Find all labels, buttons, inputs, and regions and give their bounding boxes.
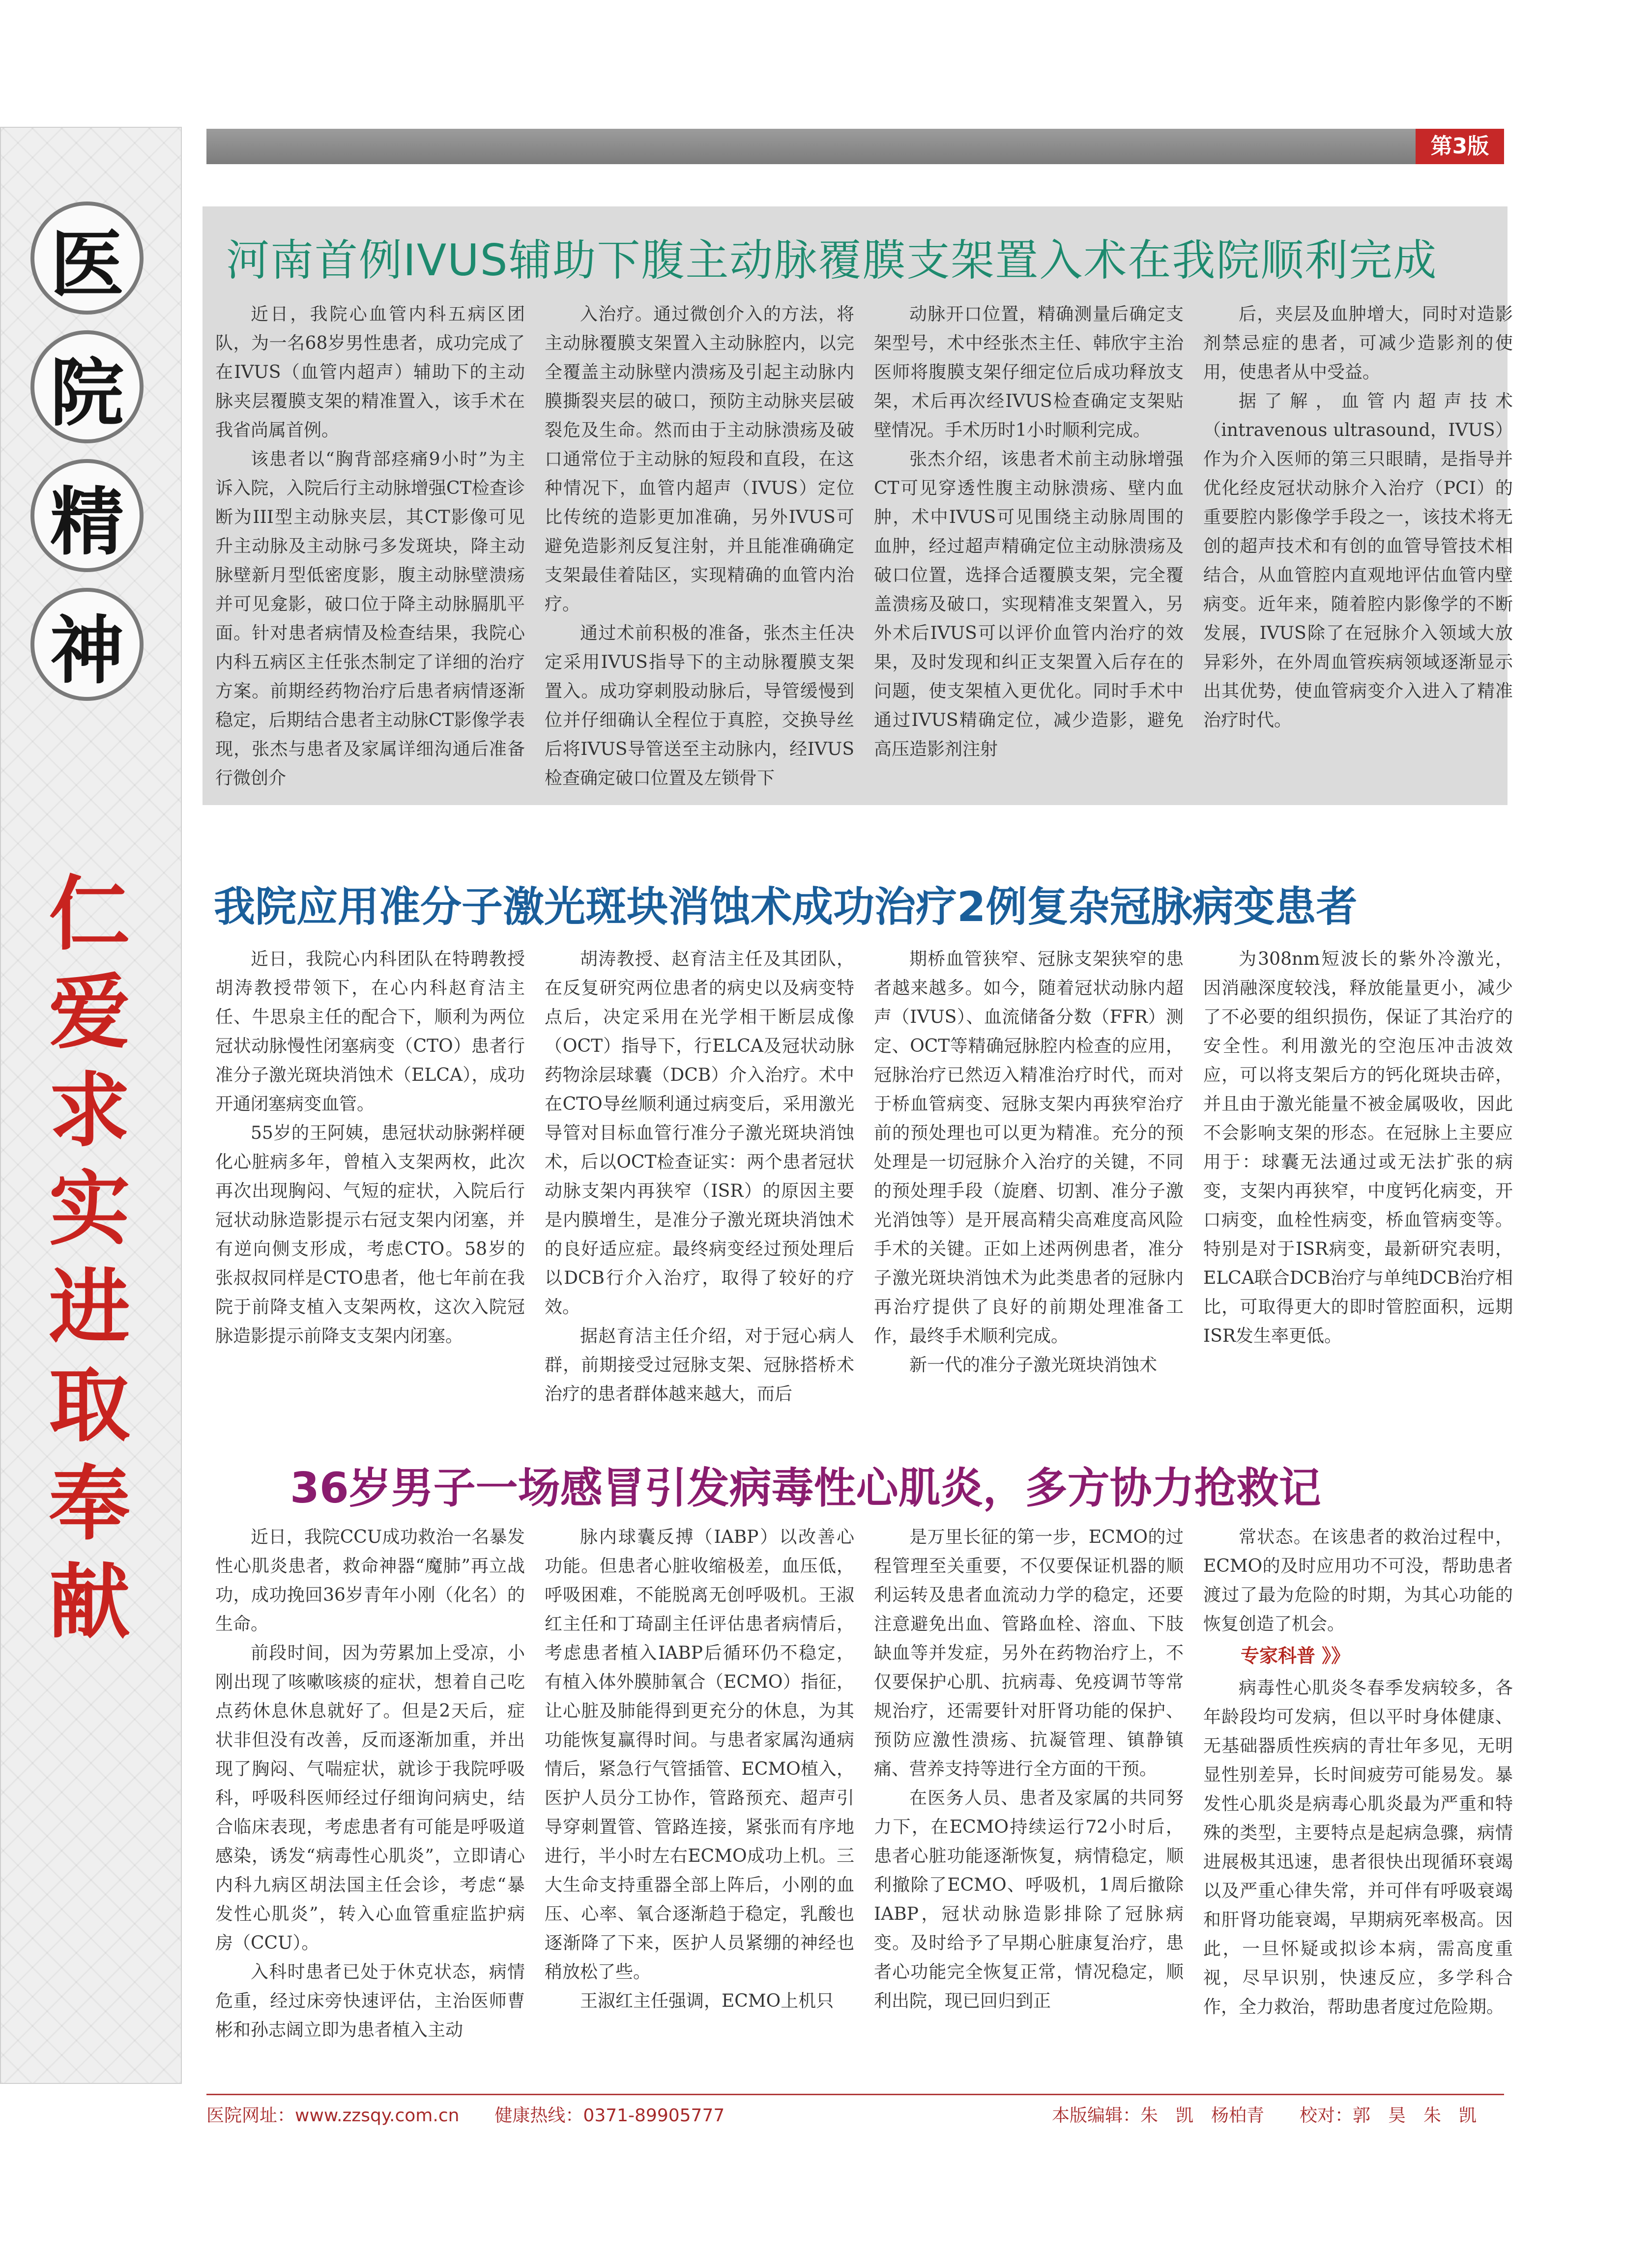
page-number-badge: 第3版 [1416,129,1504,164]
motto-char: 奉 [49,1457,130,1551]
article-1-title: 河南首例IVUS辅助下腹主动脉覆膜支架置入术在我院顺利完成 [226,235,1438,286]
article-column [215,1523,525,2053]
motto-char: 求 [49,1064,130,1158]
article-column [215,945,525,1416]
paragraph: 55岁的王阿姨，患冠状动脉粥样硬化心脏病多年，曾植入支架两枚，此次再次出现胸闷、气短的症状，入院后行冠状动脉造影提示右冠支架内闭塞，并有逆向侧支形成，考虑CTO。58岁的张叔叔同样是CTO患者，他七年前在我院于前降支植入支架两枚，这次入院冠脉造影提示前降支支架内闭塞。 [215,1123,525,1346]
article-column [545,1523,854,2053]
motto-char: 献 [49,1555,130,1649]
article-column [1203,945,1513,1416]
article-column [1203,1523,1513,2053]
article-column [1203,300,1513,791]
article-column [545,300,854,791]
footer-contact: 医院网址：www.zzsqy.com.cn 健康热线：0371-89905777 [206,2106,725,2126]
article-column [545,945,854,1416]
article-column [874,1523,1184,2053]
article-1-body [215,300,1513,791]
paragraph: 期桥血管狭窄、冠脉支架狭窄的患者越来越多。如今，随着冠状动脉内超声（IVUS）、血流储备分数（FFR）测定、OCT等精确冠脉腔内检查的应用，冠脉治疗已然迈入精准治疗时代，而对于桥血管病变、冠脉支架内再狭窄治疗前的预处理也可以更为精准。充分的预处理是一切冠脉介入治疗的关键，不同的预处理手段（旋磨、切割、准分子激光消蚀等）是开展高精尖高难度高风险手术的关键。正如上述两例患者，准分子激光斑块消蚀术为此类患者的冠脉内再治疗提供了良好的前期处理准备工作，最终手术顺利完成。 [874,949,1184,1346]
paragraph: 常状态。在该患者的救治过程中，ECMO的及时应用功不可没，帮助患者渡过了最为危险的时期，为其心功能的恢复创造了机会。 [1203,1527,1513,1634]
paragraph: 后，夹层及血肿增大，同时对造影剂禁忌症的患者，可减少造影剂的使用，使患者从中受益。 [1203,304,1513,382]
paragraph: 近日，我院心内科团队在特聘教授胡涛教授带领下，在心内科赵育洁主任、牛思泉主任的配合下，顺利为两位冠状动脉慢性闭塞病变（CTO）患者行准分子激光斑块消蚀术（ELCA），成功开通闭塞病变血管。 [215,949,525,1114]
footer-divider [206,2094,1504,2095]
footer-editors: 本版编辑：朱 凯 杨柏青 校对：郭 昊 朱 凯 [1052,2106,1477,2126]
sidebar-char: 精 [30,459,144,572]
paragraph: 病毒性心肌炎冬春季发病较多，各年龄段均可发病，但以平时身体健康、无基础器质性疾病的青壮年多见，无明显性别差异，长时间疲劳可能易发。暴发性心肌炎是病毒心肌炎最为严重和特殊的类型，主要特点是起病急骤，病情进展极其迅速，患者很快出现循环衰竭以及严重心律失常，并可伴有呼吸衰竭和肝肾功能衰竭，早期病死率极高。因此，一旦怀疑或拟诊本病，需高度重视，尽早识别，快速反应，多学科合作，全力救治，帮助患者度过危险期。 [1203,1678,1513,2017]
paragraph: 前段时间，因为劳累加上受凉，小刚出现了咳嗽咳痰的症状，想着自己吃点药休息休息就好了。但是2天后，症状非但没有改善，反而逐渐加重，并出现了胸闷、气喘症状，就诊于我院呼吸科，呼吸科医师经过仔细询问病史，结合临床表现，考虑患者有可能是呼吸道感染，诱发“病毒性心肌炎”，立即请心内科九病区胡法国主任会诊，考虑“暴发性心肌炎”，转入心血管重症监护病房（CCU）。 [215,1643,525,1953]
paragraph: 据赵育洁主任介绍，对于冠心病人群，前期接受过冠脉支架、冠脉搭桥术治疗的患者群体越来越大，而后 [545,1326,854,1404]
sidebar-char: 院 [30,330,144,443]
article-column [874,945,1184,1416]
paragraph: 动脉开口位置，精确测量后确定支架型号，术中经张杰主任、韩欣宇主治医师将腹膜支架仔细定位后成功释放支架，术后再次经IVUS检查确定支架贴壁情况。手术历时1小时顺利完成。 [874,304,1184,440]
sidebar-title-hospital-spirit [28,202,146,717]
paragraph: 入治疗。通过微创介入的方法，将主动脉覆膜支架置入主动脉腔内，以完全覆盖主动脉壁内溃疡及引起主动脉内膜撕裂夹层的破口，预防主动脉夹层破裂危及生命。然而由于主动脉溃疡及破口通常位于主动脉的短段和直段，在这种情况下，血管内超声（IVUS）定位比传统的造影更加准确，另外IVUS可避免造影剂反复注射，并且能准确确定支架最佳着陆区，实现精确的血管内治疗。 [545,304,854,614]
paragraph: 近日，我院CCU成功救治一名暴发性心肌炎患者，救命神器“魔肺”再立战功，成功挽回36岁青年小刚（化名）的生命。 [215,1527,525,1634]
motto-char: 进 [49,1260,130,1355]
paragraph: 入科时患者已处于休克状态，病情危重，经过床旁快速评估，主治医师曹彬和孙志阔立即为患者植入主动 [215,1962,525,2040]
paragraph: 在医务人员、患者及家属的共同努力下，在ECMO持续运行72小时后，患者心脏功能逐渐恢复，病情稳定，顺利撤除了ECMO、呼吸机，1周后撤除IABP，冠状动脉造影排除了冠脉病变。及时给予了早期心脏康复治疗，患者心功能完全恢复正常，情况稳定，顺利出院，现已回归到正 [874,1788,1184,2011]
sidebar-motto [30,865,148,1651]
paragraph: 是万里长征的第一步，ECMO的过程管理至关重要，不仅要保证机器的顺利运转及患者血流动力学的稳定，还要注意避免出血、管路血栓、溶血、下肢缺血等并发症，另外在药物治疗上，不仅要保护心肌、抗病毒、免疫调节等常规治疗，还需要针对肝肾功能的保护、预防应激性溃疡、抗凝管理、镇静镇痛、营养支持等进行全方面的干预。 [874,1527,1184,1779]
expert-science-label: 专家科普 》》 [1241,1645,1350,1667]
motto-char: 仁 [49,867,130,961]
article-2-body [215,945,1513,1416]
sidebar-char: 神 [30,588,144,701]
article-2-title: 我院应用准分子激光斑块消蚀术成功治疗2例复杂冠脉病变患者 [214,883,1358,931]
header-bar [206,129,1504,164]
paragraph: 胡涛教授、赵育洁主任及其团队，在反复研究两位患者的病史以及病变特点后，决定采用在光学相干断层成像（OCT）指导下，行ELCA及冠状动脉药物涂层球囊（DCB）介入治疗。术中在CTO导丝顺利通过病变后，采用激光导管对目标血管行准分子激光斑块消蚀术，后以OCT检查证实：两个患者冠状动脉支架内再狭窄（ISR）的原因主要是内膜增生，是准分子激光斑块消蚀术的良好适应症。最终病变经过预处理后以DCB行介入治疗，取得了较好的疗效。 [545,949,854,1317]
paragraph: 通过术前积极的准备，张杰主任决定采用IVUS指导下的主动脉覆膜支架置入。成功穿刺股动脉后，导管缓慢到位并仔细确认全程位于真腔，交换导丝后将IVUS导管送至主动脉内，经IVUS检查确定破口位置及左锁骨下 [545,623,854,788]
motto-char: 爱 [49,965,130,1060]
motto-char: 实 [49,1162,130,1256]
paragraph: 脉内球囊反搏（IABP）以改善心功能。但患者心脏收缩极差，血压低，呼吸困难，不能脱离无创呼吸机。王淑红主任和丁琦副主任评估患者病情后，考虑患者植入IABP后循环仍不稳定，有植入体外膜肺氧合（ECMO）指征，让心脏及肺能得到更充分的休息，为其功能恢复赢得时间。与患者家属沟通病情后，紧急行气管插管、ECMO植入，医护人员分工协作，管路预充、超声引导穿刺置管、管路连接，紧张而有序地进行，半小时左右ECMO成功上机。三大生命支持重器全部上阵后，小刚的血压、心率、氧合逐渐趋于稳定，乳酸也逐渐降了下来，医护人员紧绷的神经也稍放松了些。 [545,1527,854,1982]
article-3-body [215,1523,1513,2053]
article-3-title: 36岁男子一场感冒引发病毒性心肌炎，多方协力抢救记 [290,1464,1321,1513]
paragraph: 王淑红主任强调，ECMO上机只 [580,1991,834,2011]
article-column [874,300,1184,791]
paragraph: 为308nm短波长的紫外冷激光，因消融深度较浅，释放能量更小，减少了不必要的组织损伤，保证了其治疗的安全性。利用激光的空泡压冲击波效应，可以将支架后方的钙化斑块击碎，并且由于激光能量不被金属吸收，因此不会影响支架的形态。在冠脉上主要应用于：球囊无法通过或无法扩张的病变，支架内再狭窄，中度钙化病变，开口病变，血栓性病变，桥血管病变等。特别是对于ISR病变，最新研究表明，ELCA联合DCB治疗与单纯DCB治疗相比，可取得更大的即时管腔面积，远期ISR发生率更低。 [1203,949,1513,1346]
paragraph: 张杰介绍，该患者术前主动脉增强CT可见穿透性腹主动脉溃疡、壁内血肿，术中IVUS可见围绕主动脉周围的血肿，经过超声精确定位主动脉溃疡及破口位置，选择合适覆膜支架，完全覆盖溃疡及破口，实现精准支架置入，另外术后IVUS可以评价血管内治疗的效果，及时发现和纠正支架置入后存在的问题，使支架植入更优化。同时手术中通过IVUS精确定位，减少造影，避免高压造影剂注射 [874,449,1184,759]
article-column [215,300,525,791]
paragraph: 新一代的准分子激光斑块消蚀术 [909,1355,1158,1375]
motto-char: 取 [49,1358,130,1453]
sidebar-char: 医 [30,202,144,315]
paragraph: 近日，我院心血管内科五病区团队，为一名68岁男性患者，成功完成了在IVUS（血管内超声）辅助下的主动脉夹层覆膜支架的精准置入，该手术在我省尚属首例。 [215,304,525,440]
sidebar-banner [0,127,182,2084]
paragraph: 据了解，血管内超声技术（intravenous ultrasound，IVUS）作为介入医师的第三只眼睛，是指导并优化经皮冠状动脉介入治疗（PCI）的重要腔内影像学手段之一，该技术将无创的超声技术和有创的血管导管技术相结合，从血管腔内直观地评估血管内壁病变。近年来，随着腔内影像学的不断发展，IVUS除了在冠脉介入领域大放异彩外，在外周血管疾病领域逐渐显示出其优势，使血管病变介入进入了精准治疗时代。 [1203,391,1513,730]
paragraph: 该患者以“胸背部痉痛9小时”为主诉入院，入院后行主动脉增强CT检查诊断为III型主动脉夹层，其CT影像可见升主动脉及主动脉弓多发斑块，降主动脉壁新月型低密度影，腹主动脉壁溃疡并可见龛影，破口位于降主动脉膈肌平面。针对患者病情及检查结果，我院心内科五病区主任张杰制定了详细的治疗方案。前期经药物治疗后患者病情逐渐稳定，后期结合患者主动脉CT影像学表现，张杰与患者及家属详细沟通后准备行微创介 [215,449,525,788]
